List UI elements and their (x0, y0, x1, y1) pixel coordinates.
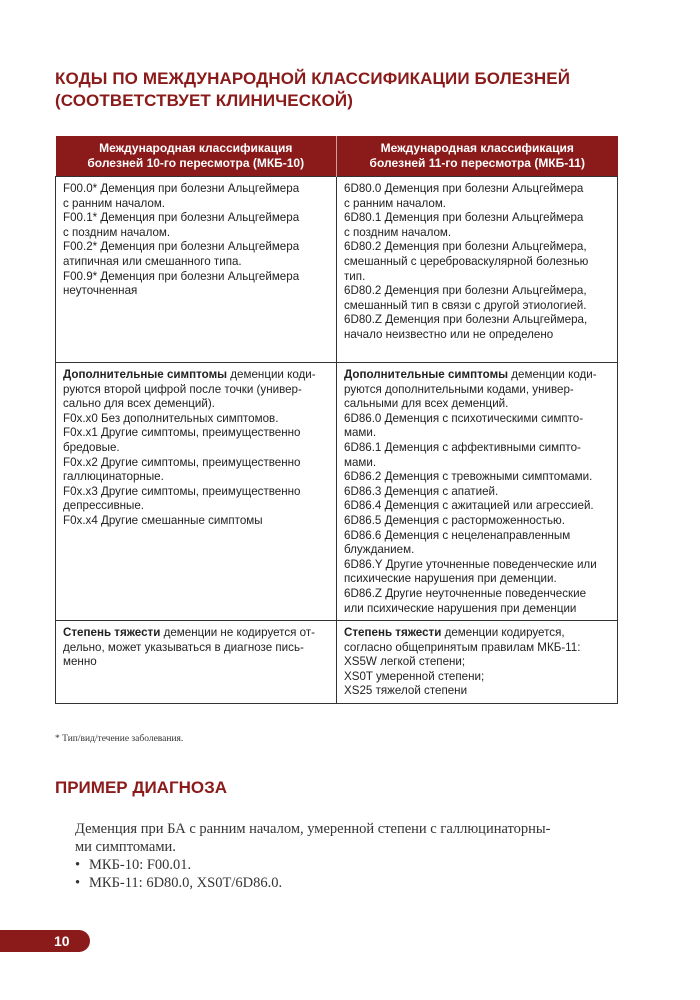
cell-line (63, 626, 330, 641)
cell-line: или психические нарушения при деменции (344, 601, 577, 615)
table-header-row (56, 136, 618, 177)
cell-line: 6D86.2 Деменция с тревожными симптомами. (344, 470, 593, 484)
cell-line: 6D80.1 Деменция при болезни Альцгеймера (344, 211, 584, 225)
cell-line-tail: деменции кодируется, (441, 626, 565, 640)
cell-line: 6D86.3 Деменция с апатией. (344, 484, 499, 498)
cell-line: F0x.x4 Другие смешанные симптомы (63, 513, 263, 527)
cell-line: психические нарушения при деменции. (344, 572, 557, 586)
list-item (75, 874, 620, 892)
table-row (56, 363, 618, 621)
cell-line: 6D86.4 Деменция с ажитацией или агрессией. (344, 499, 594, 513)
table-row (56, 177, 618, 363)
header-icd11 (337, 136, 618, 177)
header-icd10-line2: болезней 10-го пересмотра (МКБ-10) (87, 156, 305, 170)
cell-symptoms-icd11 (337, 363, 618, 621)
cell-line: XS25 тяжелой степени (344, 684, 468, 698)
example-text-line: ми симптомами. (75, 839, 176, 855)
cell-line: 6D86.Y Другие уточненные поведенческие или (344, 557, 597, 571)
header-icd10 (56, 136, 337, 177)
cell-line: с поздним началом. (344, 225, 452, 239)
icd-table (55, 136, 618, 704)
cell-line: неуточненная (63, 284, 138, 298)
cell-line: F00.9* Деменция при болезни Альцгеймера (63, 269, 300, 283)
header-icd10-line1: Международная классификация (99, 141, 293, 155)
cell-line: F0x.x0 Без дополнительных симптомов. (63, 411, 279, 425)
cell-line: F0x.x1 Другие симптомы, преимущественно (63, 426, 301, 440)
cell-line: с ранним началом. (63, 196, 166, 210)
cell-line: менно (63, 655, 97, 669)
cell-severity-icd10 (56, 621, 337, 704)
cell-symptoms-icd10 (56, 363, 337, 621)
bullet-icon: • (75, 857, 81, 873)
bullet-text: МКБ-11: 6D80.0, XS0T/6D86.0. (89, 875, 283, 891)
cell-line: смешанный тип в связи с другой этиологией. (344, 298, 587, 312)
cell-line: 6D80.2 Деменция при болезни Альцгеймера, (344, 284, 587, 298)
cell-line: начало неизвестно или не определено (344, 327, 554, 341)
cell-line: 6D80.0 Деменция при болезни Альцгеймера (344, 182, 584, 195)
diagnosis-example (75, 820, 620, 892)
list-item (75, 856, 620, 874)
cell-line: 6D86.0 Деменция с психотическими симпто- (344, 411, 584, 425)
cell-line: XS5W легкой степени; (344, 655, 466, 669)
cell-line: мами. (344, 426, 377, 440)
cell-line: депрессивные. (63, 499, 145, 513)
cell-alzheimer-icd10 (56, 177, 337, 363)
cell-line: тип. (344, 269, 366, 283)
symptoms-label: Дополнительные симптомы (63, 368, 228, 381)
cell-line: с поздним началом. (63, 225, 171, 239)
cell-line: 6D86.Z Другие неуточненные поведенческие (344, 586, 587, 600)
cell-severity-icd11 (337, 621, 618, 704)
severity-label: Степень тяжести (344, 626, 442, 640)
page-number: 10 (54, 933, 70, 949)
cell-line: XS0T умеренной степени; (344, 669, 485, 683)
cell-line (63, 368, 330, 383)
cell-line: сально для всех деменций). (63, 397, 215, 411)
cell-line: 6D86.5 Деменция с расторможенностью. (344, 513, 565, 527)
cell-line: F00.1* Деменция при болезни Альцгеймера (63, 211, 300, 225)
page-title (55, 68, 655, 112)
cell-line: атипичная или смешанного типа. (63, 254, 242, 268)
cell-line-tail: деменции коди- (227, 368, 316, 381)
cell-line: мами. (344, 455, 377, 469)
cell-line: 6D86.6 Деменция с нецеленаправленным (344, 528, 571, 542)
cell-line-tail: деменции не кодируется от- (160, 626, 316, 640)
cell-line: смешанный с цереброваскулярной болезнью (344, 254, 589, 268)
cell-line: 6D80.2 Деменция при болезни Альцгеймера, (344, 240, 587, 254)
example-text-line: Деменция при БА с ранним началом, умеренной степени с галлюцинаторны- (75, 821, 551, 837)
symptoms-label: Дополнительные симптомы (344, 368, 509, 381)
bullet-text: МКБ-10: F00.01. (89, 857, 192, 873)
cell-line: F00.0* Деменция при болезни Альцгеймера (63, 182, 300, 195)
cell-line: F0x.x3 Другие симптомы, преимущественно (63, 484, 301, 498)
footnote: * Тип/вид/течение заболевания. (55, 734, 184, 744)
cell-line: руются второй цифрой после точки (универ- (63, 382, 302, 396)
cell-line: галлюцинаторные. (63, 470, 164, 484)
cell-line: дельно, может указываться в диагнозе пись- (63, 640, 304, 654)
section-heading-example: ПРИМЕР ДИАГНОЗА (55, 778, 228, 797)
cell-line: F0x.x2 Другие симптомы, преимущественно (63, 455, 301, 469)
cell-line: руются дополнительными кодами, универ- (344, 382, 574, 396)
cell-line: сальными для всех деменций. (344, 397, 509, 411)
cell-line: с ранним началом. (344, 196, 447, 210)
page-number-tab (0, 930, 90, 952)
cell-line: бредовые. (63, 440, 120, 454)
cell-line (344, 626, 611, 641)
table-row (56, 621, 618, 704)
cell-line: согласно общепринятым правилам МКБ-11: (344, 640, 581, 654)
cell-line: 6D86.1 Деменция с аффективными симпто- (344, 440, 581, 454)
cell-line: F00.2* Деменция при болезни Альцгеймера (63, 240, 300, 254)
cell-line: блужданием. (344, 543, 415, 557)
cell-alzheimer-icd11 (337, 177, 618, 363)
header-icd11-line2: болезней 11-го пересмотра (МКБ-11) (369, 156, 585, 170)
cell-line: 6D80.Z Деменция при болезни Альцгеймера, (344, 313, 588, 327)
severity-label: Степень тяжести (63, 626, 161, 640)
cell-line (344, 368, 611, 383)
example-bullets (75, 856, 620, 892)
title-line-2: (СООТВЕТСТВУЕТ КЛИНИЧЕСКОЙ) (55, 91, 353, 110)
header-icd11-line1: Международная классификация (380, 141, 574, 155)
bullet-icon: • (75, 875, 81, 891)
cell-line-tail: деменции коди- (508, 368, 597, 381)
title-line-1: КОДЫ ПО МЕЖДУНАРОДНОЙ КЛАССИФИКАЦИИ БОЛЕЗНЕЙ (55, 69, 571, 88)
